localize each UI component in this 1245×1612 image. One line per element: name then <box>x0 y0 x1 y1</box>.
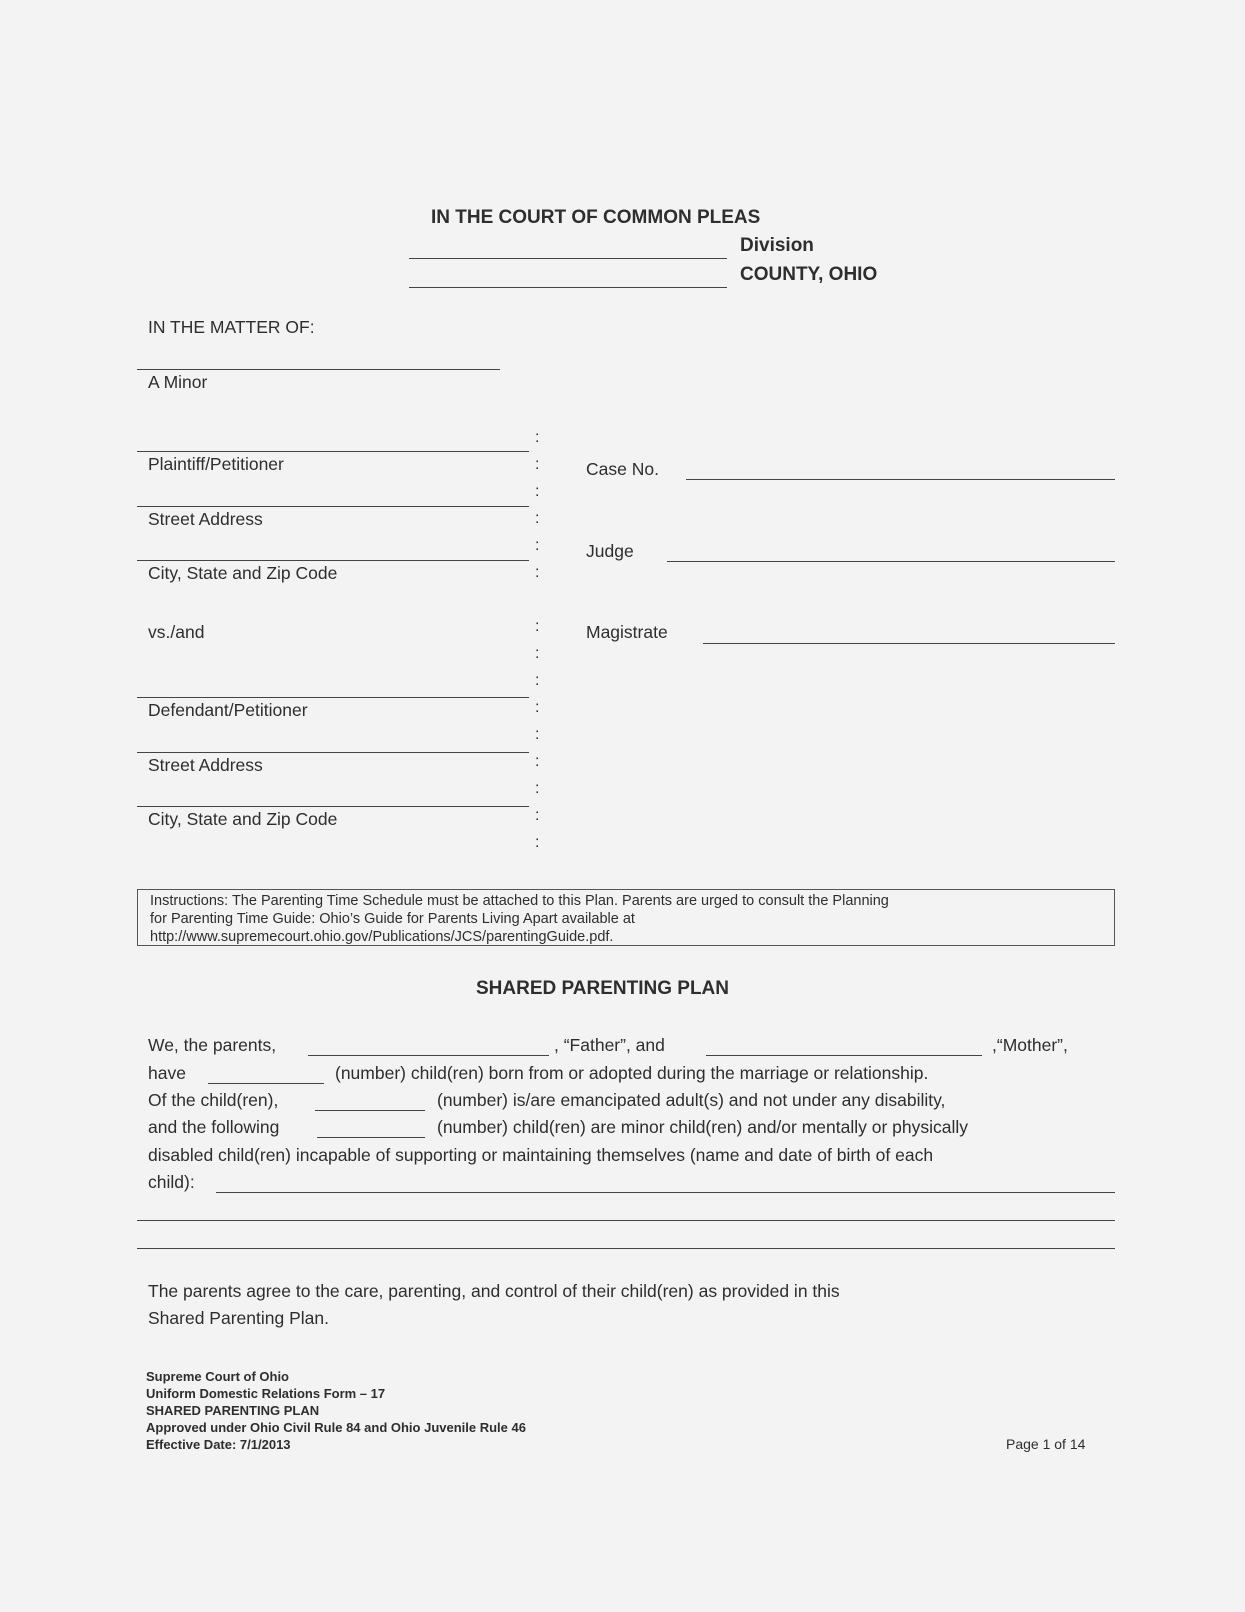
instructions-box <box>137 889 1115 946</box>
magistrate-label: Magistrate <box>586 622 668 642</box>
matter-of-label: IN THE MATTER OF: <box>148 317 315 337</box>
child-label: child): <box>148 1172 195 1192</box>
case-no-field[interactable] <box>686 479 1115 480</box>
plaintiff-street-label: Street Address <box>148 509 263 529</box>
plaintiff-field[interactable] <box>137 451 529 452</box>
footer-form-number: Uniform Domestic Relations Form – 17 <box>146 1386 386 1401</box>
colon: : <box>535 429 540 446</box>
magistrate-field[interactable] <box>703 643 1115 644</box>
plaintiff-label: Plaintiff/Petitioner <box>148 454 284 474</box>
child-details-field-1[interactable] <box>216 1192 1115 1193</box>
agreement-line-1: The parents agree to the care, parenting, and control of their child(ren) as provided in this <box>148 1281 840 1301</box>
child-details-field-3[interactable] <box>137 1248 1115 1249</box>
division-label: Division <box>740 235 814 256</box>
agreement-line-2: Shared Parenting Plan. <box>148 1308 329 1328</box>
children-born-text: (number) child(ren) born from or adopted during the marriage or relationship. <box>335 1063 929 1083</box>
parents-text: We, the parents, <box>148 1035 277 1055</box>
plaintiff-street-field[interactable] <box>137 506 529 507</box>
emancipated-count-field[interactable] <box>315 1110 425 1111</box>
judge-label: Judge <box>586 541 634 561</box>
emancipated-text: (number) is/are emancipated adult(s) and not under any disability, <box>437 1090 946 1110</box>
instructions-line-1: Instructions: The Parenting Time Schedule must be attached to this Plan. Parents are urged to consult the Planning <box>150 893 889 909</box>
colon: : <box>535 537 540 554</box>
defendant-field[interactable] <box>137 697 529 698</box>
colon: : <box>535 780 540 797</box>
minor-count-field[interactable] <box>317 1137 425 1138</box>
colon: : <box>535 807 540 824</box>
plaintiff-city-field[interactable] <box>137 560 529 561</box>
case-no-label: Case No. <box>586 459 659 479</box>
form-footer <box>146 1368 526 1453</box>
county-field[interactable] <box>409 287 727 288</box>
minor-name-field[interactable] <box>137 369 500 370</box>
colon: : <box>535 483 540 500</box>
plan-title: SHARED PARENTING PLAN <box>476 978 729 999</box>
father-label: , “Father”, and <box>554 1035 665 1055</box>
county-label: COUNTY, OHIO <box>740 264 878 285</box>
disabled-text: disabled child(ren) incapable of supporting or maintaining themselves (name and date of birth of each <box>148 1145 934 1165</box>
colon: : <box>535 618 540 635</box>
children-count-field[interactable] <box>208 1083 324 1084</box>
instructions-line-2: for Parenting Time Guide: Ohio’s Guide for Parents Living Apart available at <box>150 911 635 927</box>
colon: : <box>535 645 540 662</box>
child-details-field-2[interactable] <box>137 1220 1115 1221</box>
colon: : <box>535 726 540 743</box>
colon: : <box>535 564 540 581</box>
judge-field[interactable] <box>667 561 1115 562</box>
mother-label: ,“Mother”, <box>992 1035 1068 1055</box>
following-text: and the following <box>148 1117 280 1137</box>
of-children-text: Of the child(ren), <box>148 1090 279 1110</box>
minor-children-text: (number) child(ren) are minor child(ren) and/or mentally or physically <box>437 1117 969 1137</box>
minor-label: A Minor <box>148 372 208 392</box>
defendant-city-label: City, State and Zip Code <box>148 809 338 829</box>
colon: : <box>535 753 540 770</box>
mother-name-field[interactable] <box>706 1055 982 1056</box>
page-number: Page 1 of 14 <box>1006 1436 1086 1452</box>
vs-label: vs./and <box>148 622 205 642</box>
father-name-field[interactable] <box>308 1055 549 1056</box>
defendant-city-field[interactable] <box>137 806 529 807</box>
court-title: IN THE COURT OF COMMON PLEAS <box>431 207 761 228</box>
division-field[interactable] <box>409 258 727 259</box>
plaintiff-city-label: City, State and Zip Code <box>148 563 338 583</box>
defendant-street-field[interactable] <box>137 752 529 753</box>
colon: : <box>535 834 540 851</box>
footer-court: Supreme Court of Ohio <box>146 1369 289 1384</box>
footer-effective-date: Effective Date: 7/1/2013 <box>146 1437 291 1452</box>
footer-approval: Approved under Ohio Civil Rule 84 and Ohio Juvenile Rule 46 <box>146 1420 526 1435</box>
defendant-label: Defendant/Petitioner <box>148 700 308 720</box>
colon: : <box>535 672 540 689</box>
footer-form-title: SHARED PARENTING PLAN <box>146 1403 320 1418</box>
colon: : <box>535 699 540 716</box>
defendant-street-label: Street Address <box>148 755 263 775</box>
instructions-link[interactable]: http://www.supremecourt.ohio.gov/Publications/JCS/parentingGuide.pdf. <box>150 929 614 945</box>
colon: : <box>535 510 540 527</box>
colon: : <box>535 456 540 473</box>
have-text: have <box>148 1063 186 1083</box>
